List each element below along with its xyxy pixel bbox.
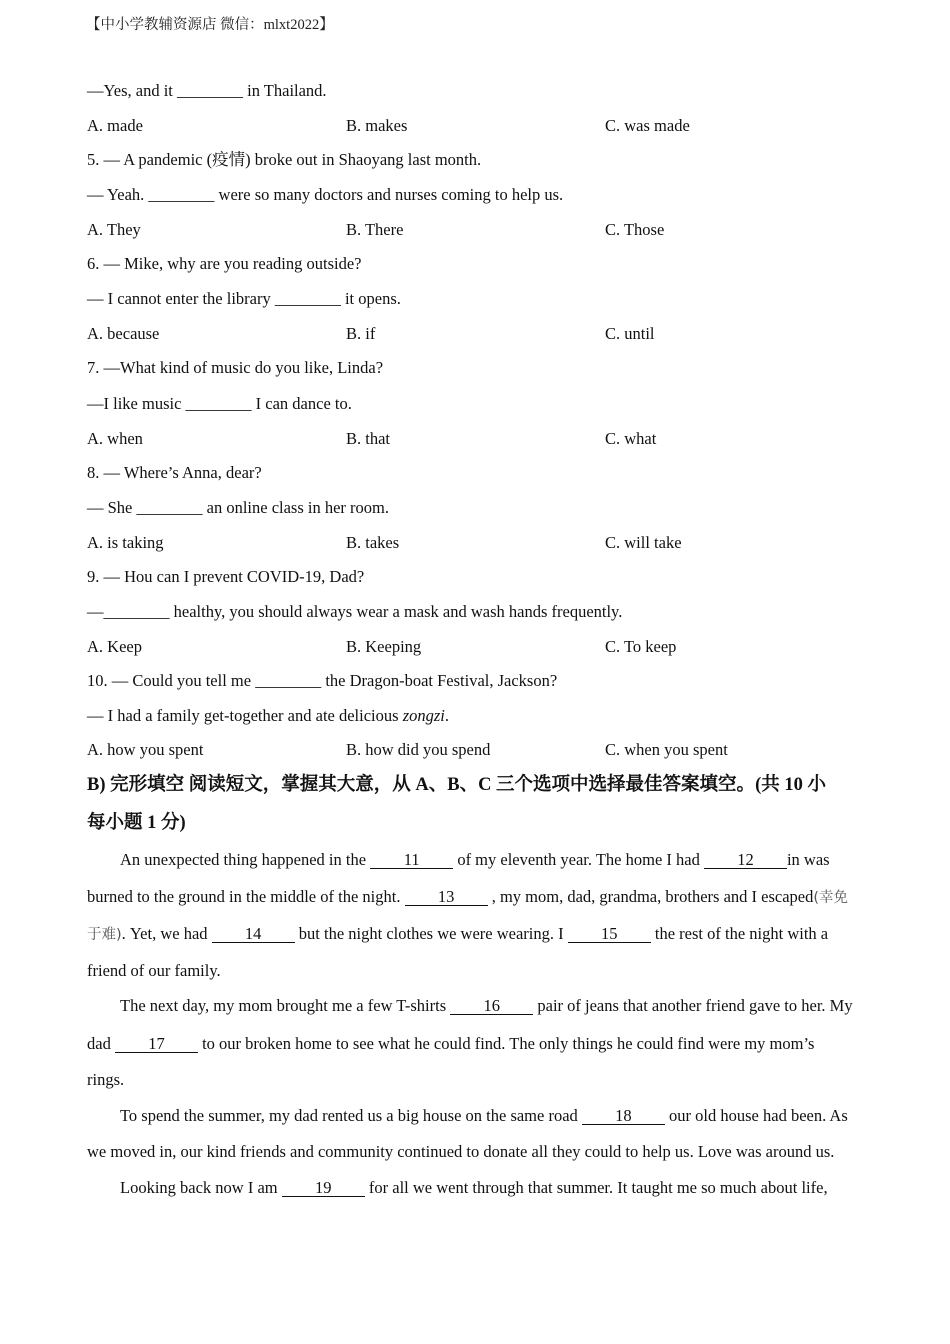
q8-prompt: 8. — Where’s Anna, dear? (87, 463, 262, 482)
q10-answer-line (87, 708, 449, 725)
q4-option-a: A. made (87, 116, 143, 135)
q6-option-b: B. if (346, 324, 376, 343)
q10-answer-pre: — I had a family get-together and ate delicious (87, 706, 403, 725)
q4-option-b: B. makes (346, 116, 408, 135)
passage-p2-line1: The next day, my mom brought me a few T-shirts 16 pair of jeans that another friend gave to her. My (120, 996, 853, 1015)
q10-answer-italic: zongzi (402, 706, 445, 725)
passage-p1-line2: burned to the ground in the middle of the night. 13 , my mom, dad, grandma, brothers and I escaped(幸免 (87, 887, 849, 906)
q4-answer-line: —Yes, and it ________ in Thailand. (87, 81, 327, 100)
q9-option-b: B. Keeping (346, 637, 422, 656)
blank-14[interactable]: 14 (212, 925, 295, 943)
passage-p1-line1: An unexpected thing happened in the 11 of my eleventh year. The home I had 12 in was (120, 850, 830, 869)
passage-p3-line1: To spend the summer, my dad rented us a big house on the same road 18 our old house had been. As (120, 1106, 848, 1125)
passage-p1-line3: 于难). Yet, we had 14 but the night clothes we were wearing. I 15 the rest of the night with a (87, 924, 829, 943)
q5-option-b: B. There (346, 220, 404, 239)
q7-option-a: A. when (87, 429, 143, 448)
q9-option-a: A. Keep (87, 637, 142, 656)
q5-answer-line: — Yeah. ________ were so many doctors and nurses coming to help us. (87, 185, 564, 204)
q8-option-b: B. takes (346, 533, 400, 552)
passage-cn-gloss-1: (幸免 (813, 890, 849, 906)
q7-option-c: C. what (605, 429, 657, 448)
page-header-watermark: 【中小学教辅资源店 微信：mlxt2022】 (86, 17, 334, 33)
q6-option-a: A. because (87, 324, 160, 343)
q7-answer-line: —I like music ________ I can dance to. (87, 394, 352, 413)
passage-p4-line1: Looking back now I am 19 for all we went through that summer. It taught me so much about life, (120, 1178, 828, 1197)
passage-p2-line3: rings. (87, 1070, 125, 1089)
q10-option-a: A. how you spent (87, 740, 204, 759)
blank-13[interactable]: 13 (405, 888, 488, 906)
passage-p2-line2: dad 17 to our broken home to see what he could find. The only things he could find were my mom’s (87, 1034, 815, 1053)
q7-option-b: B. that (346, 429, 390, 448)
q10-option-b: B. how did you spend (346, 740, 491, 759)
q6-option-c: C. until (605, 324, 655, 343)
q5-option-c: C. Those (605, 220, 665, 239)
section-b-title: B) 完形填空 阅读短文，掌握其大意，从 A、B、C 三个选项中选择最佳答案填空。(共 10 小 (87, 775, 826, 795)
passage-p1-line4: friend of our family. (87, 961, 221, 980)
q5-option-a: A. They (87, 220, 141, 239)
passage-cn-gloss-2: 于难) (87, 927, 122, 943)
q5-prompt: 5. — A pandemic (疫情) broke out in Shaoyang last month. (87, 150, 482, 169)
blank-15[interactable]: 15 (568, 925, 651, 943)
q8-option-c: C. will take (605, 533, 682, 552)
q10-option-c: C. when you spent (605, 740, 728, 759)
blank-16[interactable]: 16 (450, 997, 533, 1015)
q10-prompt: 10. — Could you tell me ________ the Dragon-boat Festival, Jackson? (87, 671, 558, 690)
q9-option-c: C. To keep (605, 637, 677, 656)
passage-p3-line2: we moved in, our kind friends and community continued to donate all they could to help us. Love was around us. (87, 1142, 835, 1161)
q6-answer-line: — I cannot enter the library ________ it opens. (87, 289, 401, 308)
blank-18[interactable]: 18 (582, 1107, 665, 1125)
blank-19[interactable]: 19 (282, 1179, 365, 1197)
blank-17[interactable]: 17 (115, 1035, 198, 1053)
q9-prompt: 9. — Hou can I prevent COVID-19, Dad? (87, 567, 365, 586)
q6-prompt: 6. — Mike, why are you reading outside? (87, 254, 362, 273)
q10-answer-post: . (444, 706, 449, 725)
q7-prompt: 7. —What kind of music do you like, Linda? (87, 358, 384, 377)
blank-11[interactable]: 11 (370, 851, 453, 869)
q4-option-c: C. was made (605, 116, 690, 135)
q8-answer-line: — She ________ an online class in her room. (87, 498, 389, 517)
q8-option-a: A. is taking (87, 533, 164, 552)
section-b-title-cont: 每小题 1 分) (87, 813, 186, 833)
blank-12[interactable]: 12 (704, 851, 787, 869)
q9-answer-line: —________ healthy, you should always wear a mask and wash hands frequently. (87, 602, 623, 621)
